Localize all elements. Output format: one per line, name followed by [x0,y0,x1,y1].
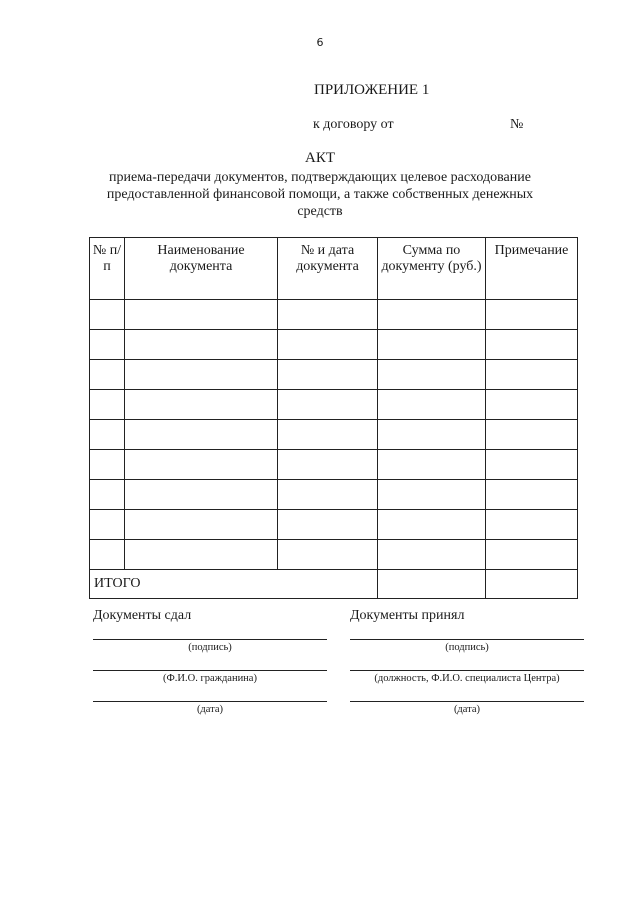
table-row [90,540,578,570]
signature-block-submitted [93,608,327,718]
table-row [90,420,578,450]
cell-note [486,390,578,420]
cell-number [90,510,125,540]
cell-amount [378,300,486,330]
table-row [90,510,578,540]
cell-amount [378,330,486,360]
column-header-amount: Сумма по документу (руб.) [378,238,486,300]
signature-caption: (подпись) [445,642,489,653]
table-row [90,480,578,510]
full-name-caption: (Ф.И.О. гражданина) [163,673,257,684]
cell-document-name [125,420,278,450]
table-row [90,300,578,330]
cell-number [90,360,125,390]
position-name-caption: (должность, Ф.И.О. специалиста Центра) [374,673,560,684]
cell-note [486,480,578,510]
cell-number [90,330,125,360]
cell-amount [378,390,486,420]
cell-document-number-date [278,510,378,540]
cell-document-name [125,300,278,330]
cell-note [486,450,578,480]
cell-number [90,480,125,510]
cell-document-number-date [278,360,378,390]
cell-document-name [125,360,278,390]
cell-amount [378,450,486,480]
cell-number [90,420,125,450]
cell-document-name [125,540,278,570]
table-header-row [90,238,578,300]
page-number: 6 [316,36,324,49]
signature-line [93,639,327,640]
total-note-cell [486,570,578,599]
full-name-line [93,670,327,671]
received-by-label: Документы принял [350,608,465,623]
cell-number [90,300,125,330]
total-amount-cell [378,570,486,599]
cell-document-name [125,510,278,540]
position-name-line [350,670,584,671]
act-subtitle: приема-передачи документов, подтверждающих целевое расходование предоставленной финансовой помощи, а также собственных денежных средств [106,170,534,219]
cell-amount [378,420,486,450]
cell-document-name [125,330,278,360]
contract-number-label: № [510,117,524,132]
cell-document-number-date [278,540,378,570]
cell-document-name [125,390,278,420]
cell-document-name [125,480,278,510]
date-caption: (дата) [196,704,224,715]
documents-table [89,237,578,599]
date-line [93,701,327,702]
total-label: ИТОГО [90,570,378,599]
cell-note [486,300,578,330]
appendix-title: ПРИЛОЖЕНИЕ 1 [314,82,430,98]
cell-note [486,360,578,390]
contract-reference: к договору от [313,117,394,132]
cell-document-number-date [278,390,378,420]
table-row [90,450,578,480]
cell-note [486,420,578,450]
table-body [90,300,578,570]
cell-number [90,390,125,420]
column-header-document-number-date: № и дата документа [278,238,378,300]
column-header-document-name: Наименование документа [125,238,278,300]
cell-document-number-date [278,450,378,480]
cell-note [486,330,578,360]
column-header-note: Примечание [486,238,578,300]
table-row [90,390,578,420]
cell-document-number-date [278,330,378,360]
signature-line [350,639,584,640]
act-title: АКТ [305,150,335,166]
submitted-by-label: Документы сдал [93,608,192,623]
cell-document-name [125,450,278,480]
signature-block-received [350,608,584,718]
column-header-number: № п/п [90,238,125,300]
cell-note [486,510,578,540]
cell-document-number-date [278,420,378,450]
cell-amount [378,480,486,510]
cell-amount [378,540,486,570]
cell-note [486,540,578,570]
cell-number [90,450,125,480]
table-row [90,330,578,360]
cell-number [90,540,125,570]
cell-document-number-date [278,480,378,510]
date-line [350,701,584,702]
cell-amount [378,360,486,390]
cell-amount [378,510,486,540]
table-row [90,360,578,390]
signature-caption: (подпись) [188,642,232,653]
date-caption: (дата) [453,704,481,715]
cell-document-number-date [278,300,378,330]
total-row [90,570,578,599]
